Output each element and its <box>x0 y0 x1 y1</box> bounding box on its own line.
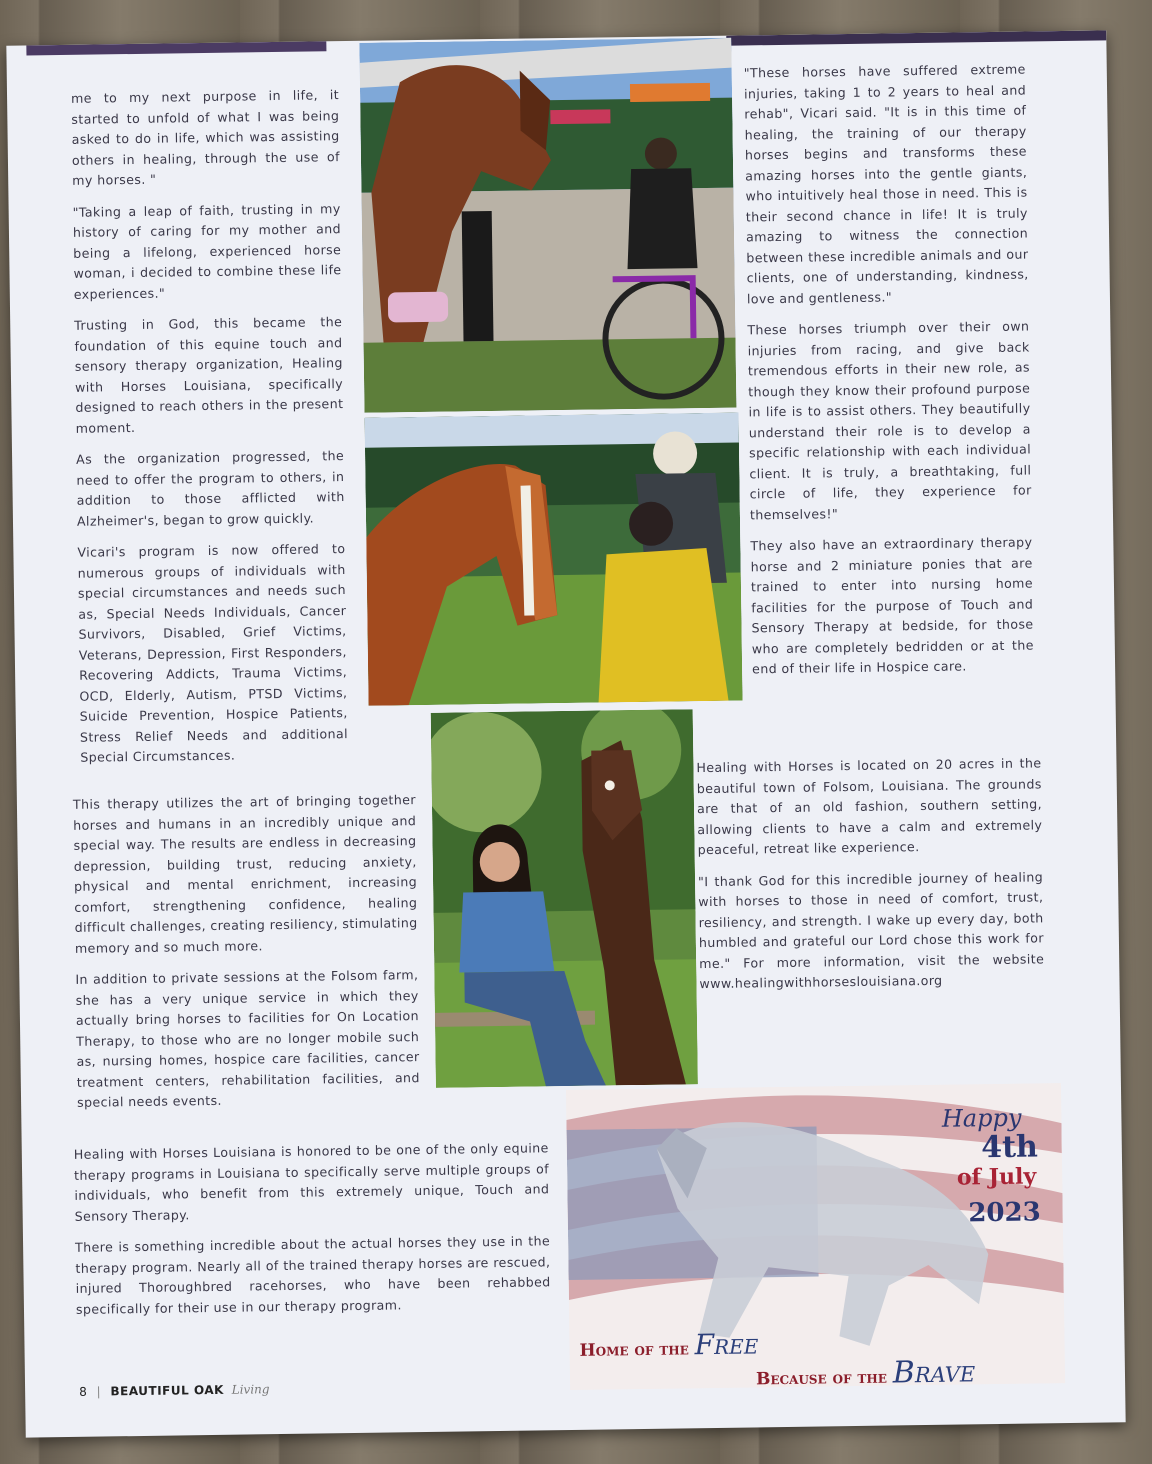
paragraph: Trusting in God, this became the foundation of this equine touch and sensory therapy organization, Healing with Horses Louisiana, specifically designed to reach others in the present moment. <box>74 314 344 436</box>
photo-women-with-horse <box>365 413 743 706</box>
paragraph: me to my next purpose in life, it started to unfold of what I was being asked to do in life, which was assisting others in healing, through the use of my horses. " <box>70 87 341 188</box>
ad-happy: Happy <box>941 1103 1022 1133</box>
paragraph: "I thank God for this incredible journey of healing with horses to those in need of comfort, trust, resiliency, and strength. I wake up every day, both humbled and grateful our Lord chose this work for me." For more information, visit the website www.healingwithhorseslouisiana.org <box>697 868 1045 992</box>
ad-home-of-the: Home of the <box>579 1339 689 1361</box>
photo-woman-bench-horse <box>431 709 698 1088</box>
ad-year: 2023 <box>968 1197 1041 1229</box>
paragraph: Vicari's program is now offered to numerous groups of individuals with special circumstances and needs such as, Special Needs Individuals, Cancer Survivors, Disabled, Grief Victims, Veterans, Depression, First Responders, Recovering Addicts, Trauma Victims, OCD, Elderly, Autism, PTSD Victims, Suicide Prevention, Hospice Patients, Stress Relief Needs and additional Special Circumstances. <box>77 541 349 765</box>
ad-brave: Brave <box>892 1354 976 1391</box>
publication-script: Living <box>231 1382 270 1397</box>
left-column-upper <box>71 85 349 779</box>
fourth-of-july-ad <box>566 1083 1065 1390</box>
paragraph: Healing with Horses Louisiana is honored to be one of the only equine therapy programs in Louisiana to specifically serve multiple groups of individuals, who benefit from this extremely unique, Touch and Sensory Therapy. <box>73 1140 550 1224</box>
paragraph: They also have an extraordinary therapy horse and 2 miniature ponies that are trained to enter into nursing home facilities for the purpose of Touch and Sensory Therapy at bedside, for those who are completely bedridden or at the end of their life in Hospice care. <box>750 534 1034 677</box>
ad-free: Free <box>694 1327 759 1362</box>
ad-tagline-brave <box>756 1354 976 1390</box>
ad-because-of-the: Because of the <box>755 1367 888 1390</box>
ad-tagline-home <box>579 1327 758 1362</box>
page-footer <box>79 1382 270 1399</box>
header-bar <box>726 30 1106 45</box>
paragraph: This therapy utilizes the art of bringing together horses and humans in an incredibly unique and special way. The results are endless in decreasing depression, building trust, reducing anxiety, physical and mental enrichment, increasing comfort, strengthening confidence, healing difficult challenges, creating resiliency, stimulating memory and so much more. <box>72 792 418 956</box>
left-column-lower <box>74 1138 552 1331</box>
page-number: 8 <box>79 1384 87 1399</box>
photo-horse-wheelchair <box>359 38 736 413</box>
right-column <box>744 60 1035 691</box>
ad-of-july: of July <box>956 1163 1037 1191</box>
header-bar <box>26 41 326 55</box>
paragraph: Healing with Horses is located on 20 acres in the beautiful town of Folsom, Louisiana. The grounds are that of an old fashion, southern setting, allowing clients to have a calm and extremely peaceful, retreat like experience. <box>696 755 1043 858</box>
paragraph: These horses triumph over their own injuries from racing, and give back tremendous efforts in their new role, as though they know their profound purpose in life is to assist others. They beautifully understand their role is to develop a specific relationship with each individual client. It is truly, a breathtaking, full circle of life, they experience for themselves!" <box>747 318 1032 522</box>
paragraph: In addition to private sessions at the Folsom farm, she has a very unique service in which they actually bring horses to facilities for On Location Therapy, to those who are no longer mobile such as, nursing homes, hospice care facilities, cancer treatment centers, rehabilitation facilities, and special needs events. <box>75 967 420 1110</box>
right-column-lower <box>696 753 1044 1005</box>
paragraph: "Taking a leap of faith, trusting in my history of caring for my mother and being a lifelong, experienced horse woman, i decided to combine these life experiences." <box>72 200 342 302</box>
ad-fourth: 4th <box>981 1129 1039 1166</box>
magazine-page <box>6 30 1125 1437</box>
paragraph: There is something incredible about the actual horses they use in the therapy program. Nearly all of the trained therapy horses are rescued, injured Thoroughbred racehorses, who have been rehabbed specifically for their use in our therapy program. <box>75 1233 551 1317</box>
paragraph: "These horses have suffered extreme injuries, taking 1 to 2 years to heal and rehab", Vicari said. "It is in this time of healing, the training of our therapy horses begins and transforms these amazing horses into the gentle giants, who intuitively heal those in need. This is their second chance in life! It is truly amazing to witness the connection between these incredible animals and our clients, one of understanding, kindness, love and gentleness." <box>743 61 1029 306</box>
paragraph: As the organization progressed, the need to offer the program to others, in addition to those afflicted with Alzheimer's, began to grow quickly. <box>76 448 345 529</box>
publication-name: BEAUTIFUL OAK <box>110 1382 224 1399</box>
footer-separator: | <box>96 1384 101 1399</box>
left-column-middle <box>73 790 421 1124</box>
